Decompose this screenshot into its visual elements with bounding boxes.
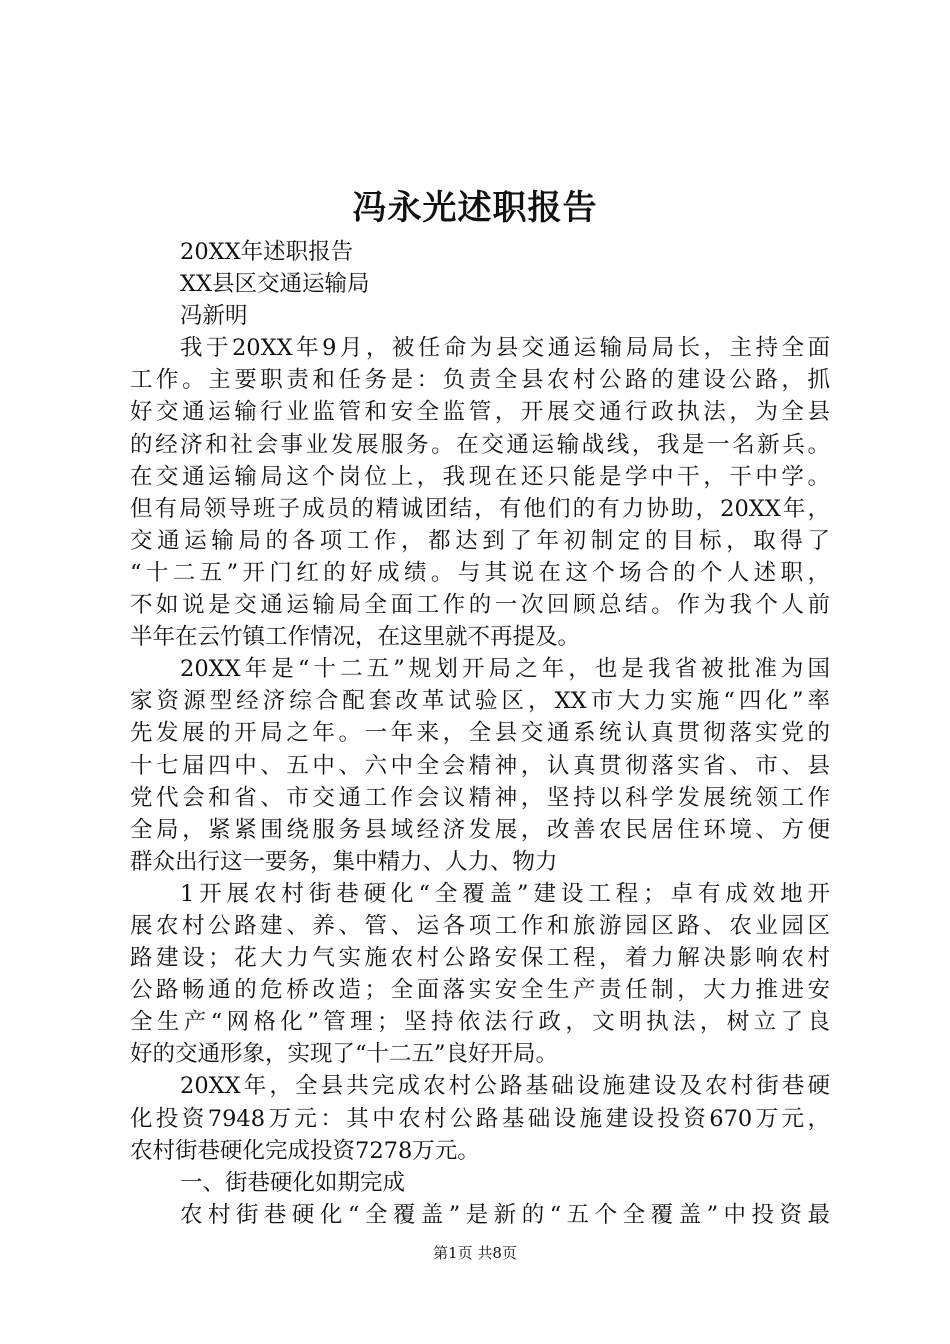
- document-title: 冯永光述职报告: [352, 188, 598, 228]
- paragraph-line: 农村街巷硬化“全覆盖”是新的“五个全覆盖”中投资最: [180, 1201, 830, 1228]
- paragraph-line: 工作。主要职责和任务是：负责全县农村公路的建设公路，抓: [130, 367, 830, 394]
- paragraph-line: 先发展的开局之年。一年来，全县交通系统认真贯彻落实党的: [130, 720, 830, 747]
- paragraph-line: 我于20XX年9月，被任命为县交通运输局局长，主持全面: [180, 335, 830, 362]
- paragraph-line: 十七届四中、五中、六中全会精神，认真贯彻落实省、市、县: [130, 752, 830, 779]
- document-body: [130, 236, 830, 1231]
- section-heading: 一、街巷硬化如期完成: [180, 1169, 406, 1196]
- paragraph-line: “十二五”开门红的好成绩。与其说在这个场合的个人述职，: [130, 559, 830, 586]
- paragraph-line: 展农村公路建、养、管、运各项工作和旅游园区路、农业园区: [130, 912, 830, 939]
- paragraph-line: 全生产“网格化”管理；坚持依法行政，文明执法，树立了良: [130, 1009, 830, 1036]
- page-footer: 第1页 共8页: [433, 1244, 517, 1262]
- paragraph-line: 20XX年是“十二五”规划开局之年，也是我省被批准为国: [180, 656, 830, 683]
- paragraph-line: 党代会和省、市交通工作会议精神，坚持以科学发展统领工作: [130, 784, 830, 811]
- paragraph-line: 的经济和社会事业发展服务。在交通运输战线，我是一名新兵。: [130, 431, 830, 458]
- paragraph-line: 化投资7948万元：其中农村公路基础设施建设投资670万元，: [130, 1105, 830, 1132]
- paragraph-line: 公路畅通的危桥改造；全面落实安全生产责任制，大力推进安: [130, 977, 830, 1004]
- organization-line: XX县区交通运输局: [180, 271, 370, 298]
- paragraph-line: 1开展农村街巷硬化“全覆盖”建设工程；卓有成效地开: [180, 880, 830, 907]
- paragraph-line: 交通运输局的各项工作，都达到了年初制定的目标，取得了: [130, 527, 830, 554]
- paragraph-line: 农村街巷硬化完成投资7278万元。: [130, 1137, 480, 1164]
- author-line: 冯新明: [180, 303, 248, 330]
- paragraph-line: 全局，紧紧围绕服务县域经济发展，改善农民居住环境、方便: [130, 816, 830, 843]
- paragraph-line: 20XX年，全县共完成农村公路基础设施建设及农村街巷硬: [180, 1073, 830, 1100]
- paragraph-line: 群众出行这一要务，集中精力、人力、物力: [130, 848, 558, 875]
- paragraph-line: 路建设；花大力气实施农村公路安保工程，着力解决影响农村: [130, 945, 830, 972]
- paragraph-line: 在交通运输局这个岗位上，我现在还只能是学中干，干中学。: [130, 463, 830, 490]
- paragraph-line: 家资源型经济综合配套改革试验区，XX市大力实施“四化”率: [130, 688, 830, 715]
- paragraph-line: 好的交通形象，实现了“十二五”良好开局。: [130, 1041, 559, 1068]
- paragraph-line: 好交通运输行业监管和安全监管，开展交通行政执法，为全县: [130, 399, 830, 426]
- report-year-line: 20XX年述职报告: [180, 239, 354, 265]
- paragraph-line: 半年在云竹镇工作情况，在这里就不再提及。: [130, 624, 581, 651]
- paragraph-line: 但有局领导班子成员的精诚团结，有他们的有力协助，20XX年，: [130, 495, 830, 522]
- paragraph-line: 不如说是交通运输局全面工作的一次回顾总结。作为我个人前: [130, 592, 830, 619]
